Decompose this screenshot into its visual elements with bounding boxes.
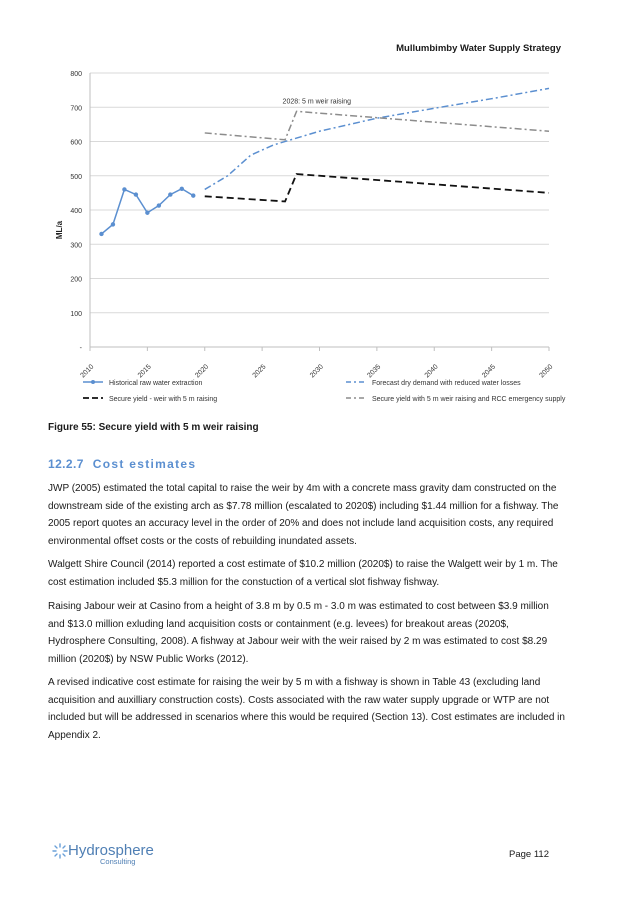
series-point	[168, 192, 172, 196]
x-tick-label: 2020	[194, 363, 211, 380]
section-heading	[48, 457, 196, 471]
series-line-4	[205, 111, 549, 139]
chart-legend	[83, 380, 566, 403]
series-point	[157, 203, 161, 207]
x-tick-label: 2030	[308, 363, 325, 380]
paragraph-3: Raising Jabour weir at Casino from a height of 3.8 m by 0.5 m - 3.0 m was estimated to cost between $3.9 million and $13.0 million exluding land acquisition costs or containment (e.g. levees) for breakout areas (2020$, Hydrosphere Consulting, 2008). A fishway at Jabour weir with the weir raised by 2 m was estimated to cost $8.29 million (2020$) by NSW Public Works (2012).	[48, 601, 549, 665]
series-line-2	[205, 88, 549, 189]
y-tick-label: 600	[70, 139, 82, 147]
y-tick-label: 700	[70, 105, 82, 113]
x-tick-label: 2025	[251, 363, 268, 380]
paragraph-2: Walgett Shire Council (2014) reported a cost estimate of $10.2 million (2020$) to raise the Walgett weir by 1 m. The cost estimation included $5.3 million for the constuction of a vertical slot fishway fishway.	[48, 559, 558, 588]
series-point	[145, 211, 149, 215]
series-point	[191, 193, 195, 197]
y-tick-label: 300	[70, 242, 82, 250]
x-tick-labels	[79, 363, 554, 379]
legend-label: Secure yield with 5 m weir raising and RCC emergency supply	[372, 396, 566, 403]
x-tick-label: 2015	[136, 363, 153, 380]
x-tick-label: 2050	[538, 363, 555, 380]
x-tick-label: 2035	[366, 363, 383, 380]
page-number: Page 112	[509, 849, 549, 860]
y-tick-label: 400	[70, 208, 82, 215]
logo-main-text: Hydrosphere	[68, 842, 154, 859]
y-tick-label: 500	[70, 173, 82, 181]
paragraph-4: A revised indicative cost estimate for raising the weir by 5 m with a fishway is shown in Table 43 (excluding land acquisition and auxilliary construction costs). Costs associated with the raw water supply upgrade or WTP are not included but will be addressed in scenarios where this would be required (Section 13). Cost estimates are included in Appendix 2.	[48, 677, 565, 741]
secure-yield-chart	[48, 62, 568, 407]
x-tick-label: 2010	[79, 363, 96, 380]
x-tick-label: 2045	[481, 363, 498, 380]
figure-caption: Figure 55: Secure yield with 5 m weir raising	[48, 422, 259, 433]
y-tick-labels	[70, 71, 82, 352]
chart-annotation: 2028: 5 m weir raising	[282, 98, 352, 106]
series-point	[122, 187, 126, 191]
series-line-3	[205, 174, 549, 201]
sunburst-icon	[52, 843, 68, 859]
series-point	[134, 192, 138, 196]
y-tick-label: -	[79, 345, 82, 352]
legend-label: Secure yield - weir with 5 m raising	[109, 396, 218, 403]
section-title: Cost estimates	[92, 457, 197, 471]
x-tick-label: 2040	[423, 363, 440, 380]
section-number: 12.2.7	[48, 457, 84, 471]
y-tick-label: 200	[70, 276, 82, 284]
logo-sub-text: Consulting	[100, 857, 136, 866]
series-point	[180, 187, 184, 191]
chart-grid	[90, 73, 549, 351]
running-header: Mullumbimby Water Supply Strategy	[396, 43, 561, 54]
y-axis-label: ML/a	[55, 220, 64, 240]
chart-series	[99, 88, 549, 236]
paragraph-1: JWP (2005) estimated the total capital to raise the weir by 4m with a concrete mass gravity dam constructed on the downstream side of the existing arch as $7.78 million (escalated to 2020$) including $1.44 million for a fishway. The 2005 report quotes an accuracy level in the order of 20% and does not include land acquisition costs, any required environmental offset costs or the costs of rebuilding inundated assets.	[48, 483, 559, 547]
legend-label: Forecast dry demand with reduced water losses	[372, 380, 521, 387]
series-point	[99, 232, 103, 236]
series-point	[111, 222, 115, 226]
y-tick-label: 100	[70, 310, 82, 318]
y-tick-label: 800	[70, 71, 82, 78]
legend-marker	[91, 380, 95, 384]
legend-label: Historical raw water extraction	[109, 380, 203, 387]
